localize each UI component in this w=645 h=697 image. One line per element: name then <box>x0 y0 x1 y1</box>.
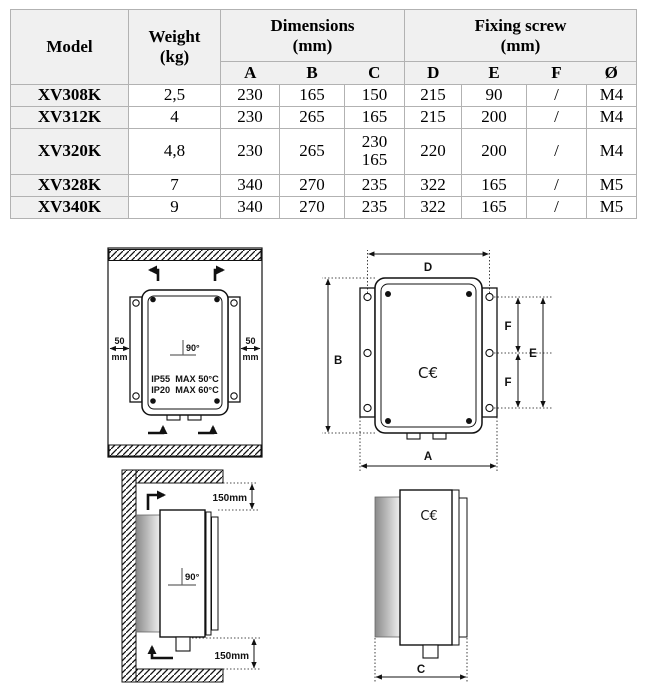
lid-screw <box>385 291 391 297</box>
cell-a: 230 <box>221 106 280 128</box>
arrow-up-icon <box>148 427 163 433</box>
cell-weight: 2,5 <box>129 84 221 106</box>
clearance-left-unit: mm <box>111 352 128 362</box>
dimension-side-diagram <box>355 483 515 697</box>
header-model: Model <box>11 10 129 85</box>
cell-c: 165 <box>345 106 405 128</box>
header-fixing-line1: Fixing screw <box>474 15 567 35</box>
header-dimensions-line1: Dimensions <box>270 15 355 35</box>
lid-screw <box>466 291 472 297</box>
airflow-arrows-top <box>150 270 223 281</box>
box-lid-inner <box>381 284 476 427</box>
clearance-right-value: 50 <box>245 336 256 346</box>
clearance-right-unit: mm <box>242 352 259 362</box>
cell-weight: 9 <box>129 196 221 218</box>
wall-mount-side-diagram <box>108 465 268 697</box>
cell-c: 150 <box>345 84 405 106</box>
header-weight-line1: Weight <box>148 27 201 47</box>
heatsink-slab <box>375 497 400 637</box>
header-col-b: B <box>280 62 345 85</box>
table-row <box>11 84 637 106</box>
header-col-e: E <box>462 62 527 85</box>
cell-model: XV308K <box>11 84 129 106</box>
table-row <box>11 106 637 128</box>
cell-diameter: M4 <box>587 84 637 106</box>
arrow-up-left-icon <box>150 270 158 281</box>
wall-mount-front-diagram <box>105 245 265 460</box>
header-fixing-screw <box>405 10 637 62</box>
fixing-hole <box>486 349 493 356</box>
cell-b: 270 <box>280 196 345 218</box>
table-row <box>11 128 637 174</box>
fixing-hole <box>486 404 493 411</box>
cell-c: 235 <box>345 196 405 218</box>
lid-layer-outer <box>459 498 467 637</box>
spec-table <box>10 9 637 219</box>
cell-e: 165 <box>462 174 527 196</box>
wall-hatch-top <box>136 470 223 483</box>
cell-c: 235 <box>345 174 405 196</box>
dim-d-label: D <box>423 262 433 274</box>
dim-e-label: E <box>529 348 537 360</box>
airflow-arrows-bottom <box>148 427 213 433</box>
clearance-right <box>241 336 260 362</box>
clearance-top-label: 150mm <box>212 493 247 504</box>
cell-weight: 4,8 <box>129 128 221 174</box>
cell-d: 215 <box>405 84 462 106</box>
cell-d: 220 <box>405 128 462 174</box>
arrow-up-icon <box>198 427 213 433</box>
dim-f-top-label: F <box>504 321 512 333</box>
dimension-fef <box>494 297 552 408</box>
cell-diameter: M4 <box>587 106 637 128</box>
cell-model: XV340K <box>11 196 129 218</box>
cell-a: 230 <box>221 84 280 106</box>
lid-screw <box>466 418 472 424</box>
dim-b-label: B <box>334 355 343 367</box>
cell-model: XV312K <box>11 106 129 128</box>
fixing-hole <box>486 293 493 300</box>
cell-d: 215 <box>405 106 462 128</box>
floor-hatch <box>109 445 261 456</box>
cell-f: / <box>527 128 587 174</box>
cell-d: 322 <box>405 196 462 218</box>
cell-e: 90 <box>462 84 527 106</box>
cell-a: 230 <box>221 128 280 174</box>
clearance-top <box>213 483 258 510</box>
angle-label: 90° <box>186 343 200 353</box>
right-flange <box>228 297 240 402</box>
fixing-hole <box>364 404 371 411</box>
lid-screw <box>214 398 220 404</box>
ceiling-hatch <box>109 250 261 261</box>
header-dimensions <box>221 10 405 62</box>
dim-a-label: A <box>423 451 433 463</box>
ce-mark: C€ <box>420 509 438 524</box>
lid-screw <box>150 398 156 404</box>
fixing-hole <box>231 393 237 399</box>
fixing-hole <box>364 349 371 356</box>
cell-e: 200 <box>462 128 527 174</box>
header-col-d: D <box>405 62 462 85</box>
arrow-right-icon <box>148 495 164 510</box>
ip-rating-line2: IP20 MAX 60°C <box>151 385 219 395</box>
clearance-left-value: 50 <box>114 336 125 346</box>
cell-c-line1: 230 <box>361 131 388 151</box>
ce-mark: C€ <box>417 364 439 382</box>
cell-diameter: M5 <box>587 174 637 196</box>
cell-b: 270 <box>280 174 345 196</box>
header-col-a: A <box>221 62 280 85</box>
cell-model: XV320K <box>11 128 129 174</box>
heatsink-slab <box>136 515 160 632</box>
header-col-c: C <box>345 62 405 85</box>
cell-model: XV328K <box>11 174 129 196</box>
header-weight-line2: (kg) <box>159 46 190 66</box>
header-col-diameter: Ø <box>587 62 637 85</box>
fixing-hole <box>231 300 237 306</box>
header-col-f: F <box>527 62 587 85</box>
fixing-hole <box>133 300 139 306</box>
cell-diameter: M5 <box>587 196 637 218</box>
lid-layer-outer <box>212 517 219 630</box>
cell-d: 322 <box>405 174 462 196</box>
cell-f: / <box>527 174 587 196</box>
cell-b: 265 <box>280 106 345 128</box>
lid-screw <box>214 297 220 303</box>
header-weight <box>129 10 221 85</box>
wall-hatch-vertical <box>122 470 136 682</box>
lid-layer-inner <box>206 512 211 635</box>
table-row <box>11 196 637 218</box>
dim-c-label: C <box>416 664 426 676</box>
left-flange <box>130 297 142 402</box>
lid-layer-inner <box>452 490 459 645</box>
cell-diameter: M4 <box>587 128 637 174</box>
cell-e: 165 <box>462 196 527 218</box>
cell-b: 165 <box>280 84 345 106</box>
arrow-up-right-icon <box>215 270 223 281</box>
table-row <box>11 174 637 196</box>
cell-a: 340 <box>221 174 280 196</box>
cell-f: / <box>527 106 587 128</box>
cell-b: 265 <box>280 128 345 174</box>
cell-e: 200 <box>462 106 527 128</box>
cell-weight: 4 <box>129 106 221 128</box>
cable-gland-tab <box>423 645 438 658</box>
cell-f: / <box>527 196 587 218</box>
cell-a: 340 <box>221 196 280 218</box>
enclosure-side <box>136 510 218 651</box>
header-fixing-line2: (mm) <box>500 35 541 55</box>
clearance-bottom-label: 150mm <box>214 651 249 662</box>
wall-hatch-bottom <box>136 669 223 682</box>
lid-screw <box>150 297 156 303</box>
dimension-front-diagram <box>315 240 565 480</box>
enclosure-box <box>360 278 497 439</box>
lid-screw <box>385 418 391 424</box>
cell-c-line2: 165 <box>361 150 388 170</box>
ip-rating-line1: IP55 MAX 50°C <box>151 374 219 384</box>
enclosure-side <box>375 490 467 658</box>
cell-c <box>345 128 405 174</box>
fixing-hole <box>364 293 371 300</box>
arrow-up-icon <box>152 647 173 658</box>
header-dimensions-line2: (mm) <box>292 35 333 55</box>
fixing-hole <box>133 393 139 399</box>
clearance-left <box>110 336 129 362</box>
dim-f-bottom-label: F <box>504 377 512 389</box>
clearance-bottom <box>192 638 260 669</box>
angle-label: 90° <box>185 572 200 583</box>
cell-f: / <box>527 84 587 106</box>
cable-gland-tab <box>176 637 190 651</box>
cell-weight: 7 <box>129 174 221 196</box>
